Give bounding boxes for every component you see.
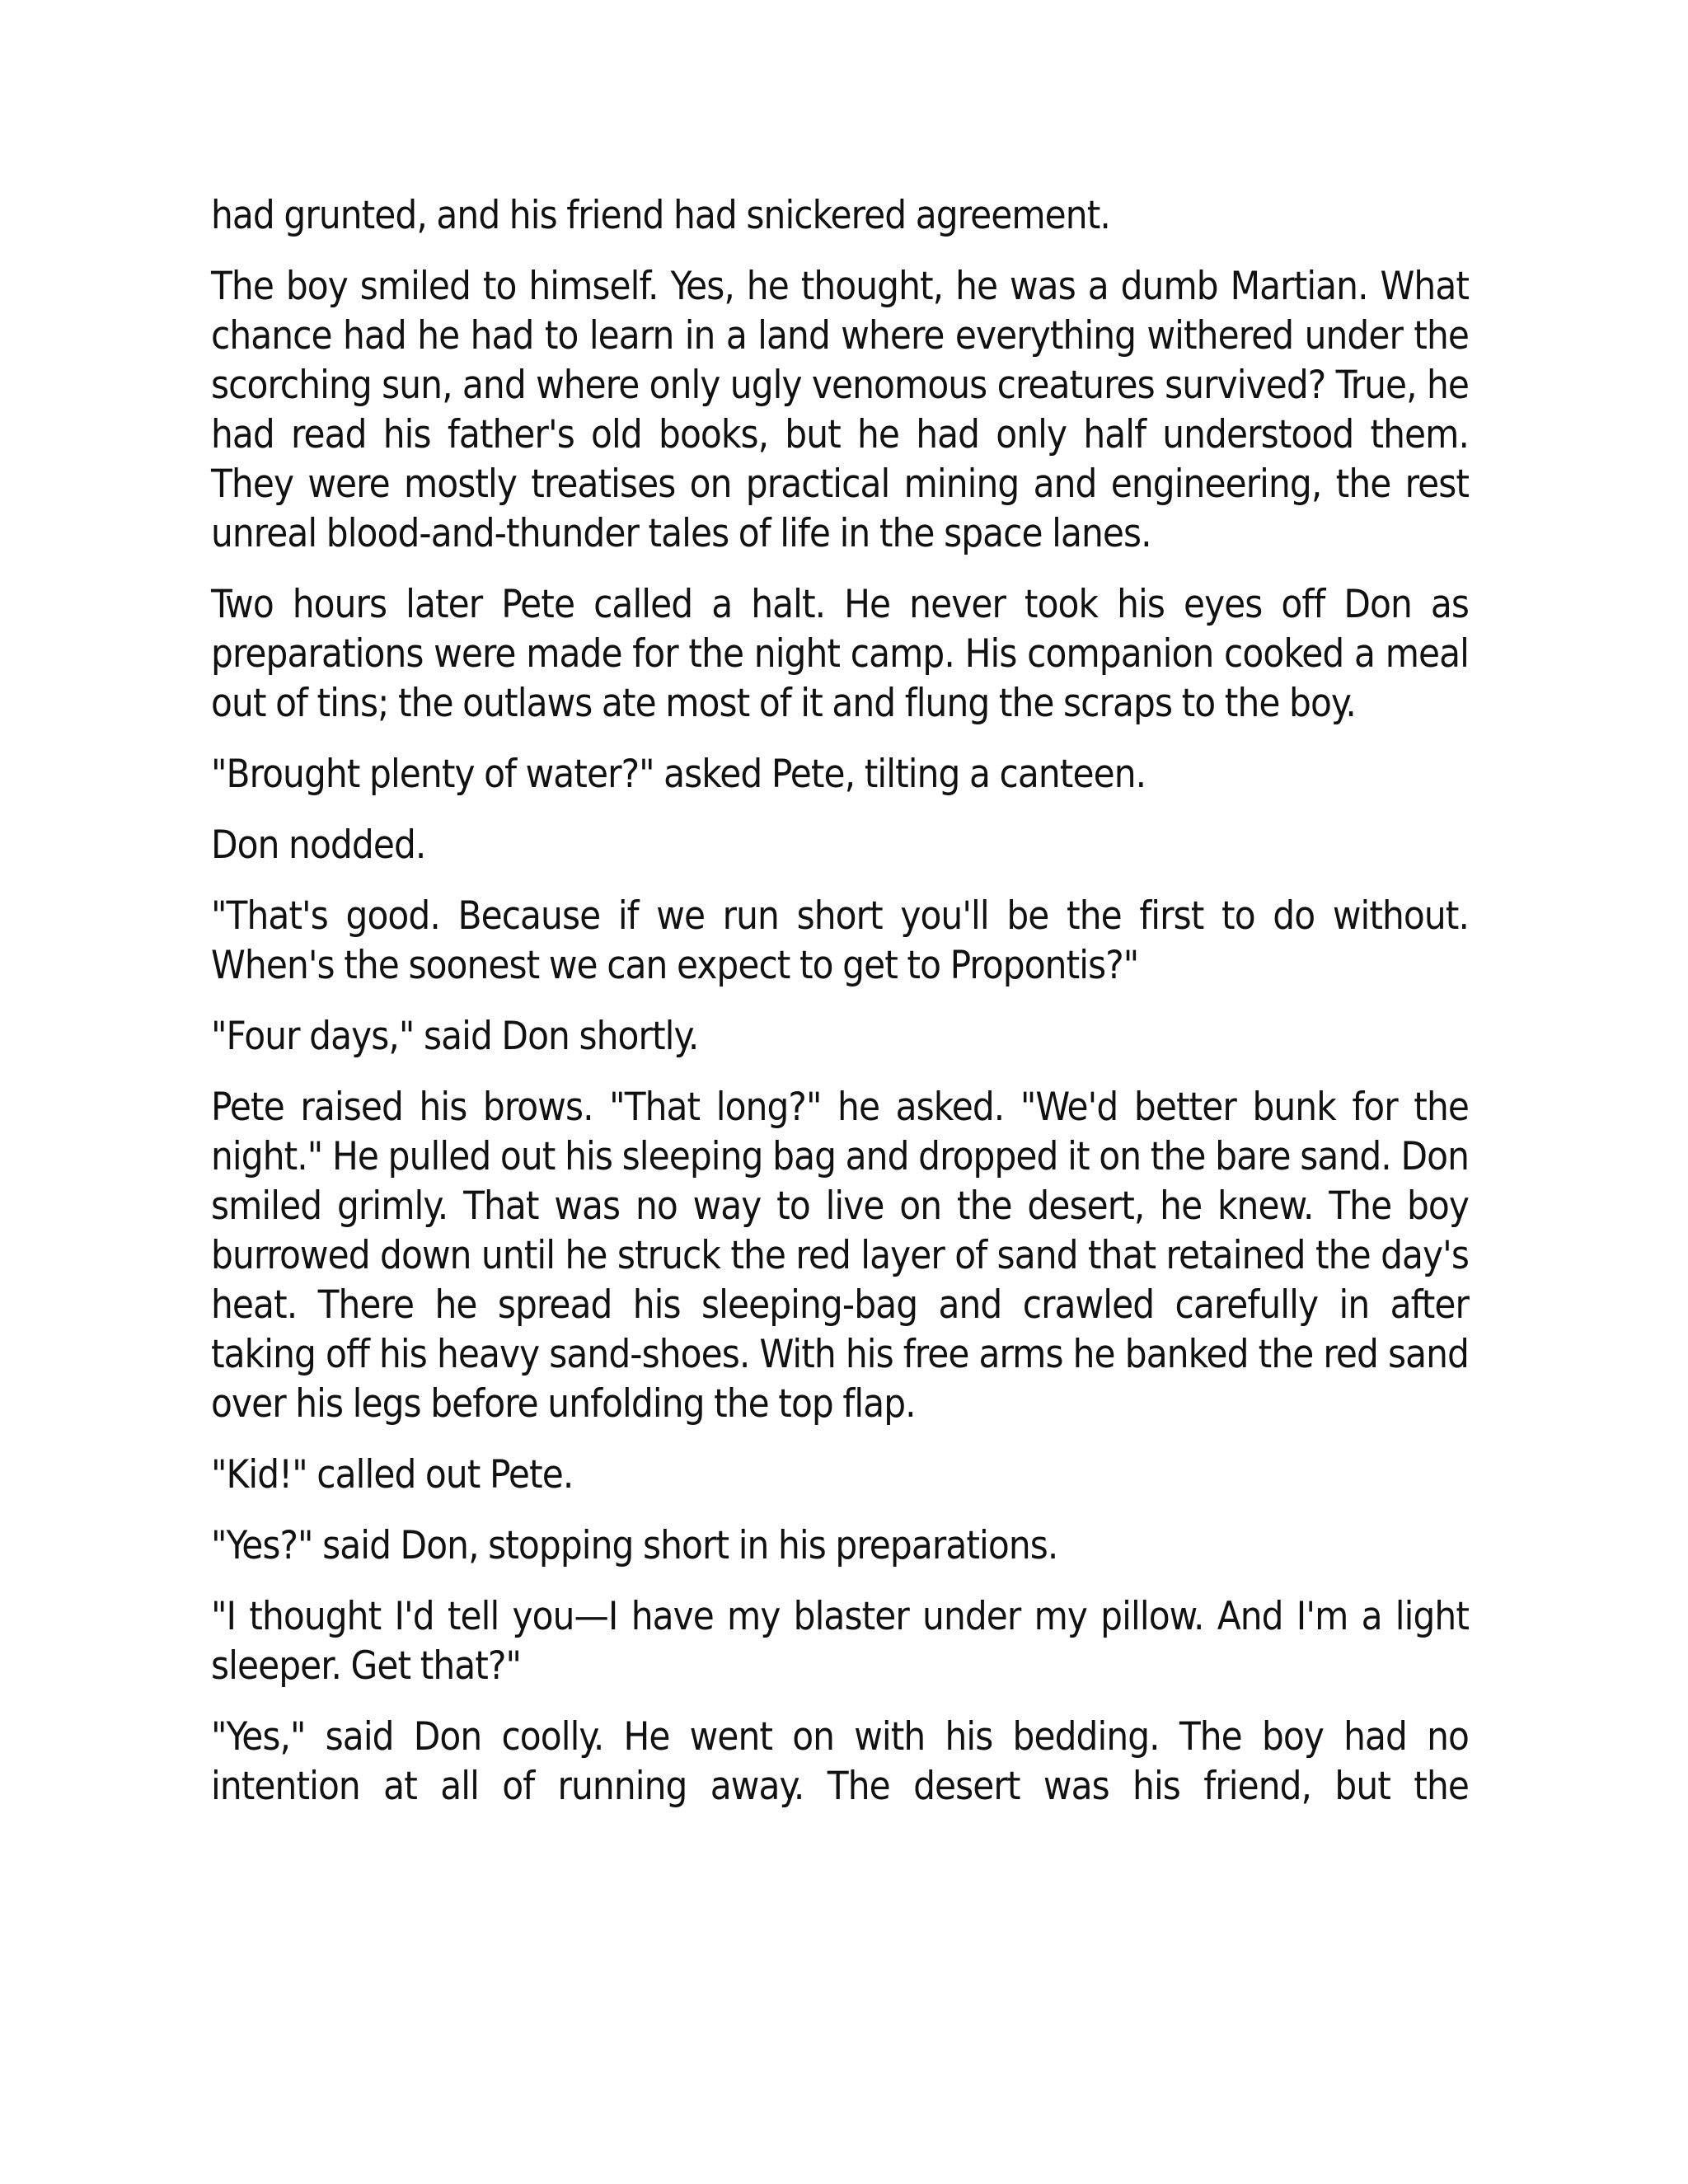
paragraph: "Four days," said Don shortly. <box>211 1014 699 1059</box>
paragraph: "Yes," said Don coolly. He went on with his bedding. The boy had no intention at all of running away. The desert was his friend, but the <box>211 1714 1469 1809</box>
paragraph: "Brought plenty of water?" asked Pete, tilting a canteen. <box>211 752 1146 797</box>
paragraph: "I thought I'd tell you—I have my blaster under my pillow. And I'm a light sleeper. Get that?" <box>211 1594 1469 1689</box>
page-body <box>211 191 1469 1833</box>
paragraph: Pete raised his brows. "That long?" he asked. "We'd better bunk for the night." He pulled out his sleeping bag and dropped it on the bare sand. Don smiled grimly. That was no way to live on the desert, he knew. The boy burrowed down until he struck the red layer of sand that retained the day's heat. There he spread his sleeping-bag and crawled carefully in after taking off his heavy sand-shoes. With his free arms he banked the red sand over his legs before unfolding the top flap. <box>211 1085 1469 1427</box>
paragraph: Don nodded. <box>211 823 426 868</box>
paragraph: The boy smiled to himself. Yes, he thought, he was a dumb Martian. What chance had he had to learn in a land where everything withered under the scorching sun, and where only ugly venomous creatures survived? True, he had read his father's old books, but he had only half understood them. They were mostly treatises on practical mining and engineering, the rest unreal blood-and-thunder tales of life in the space lanes. <box>211 264 1469 556</box>
paragraph: Two hours later Pete called a halt. He never took his eyes off Don as preparations were made for the night camp. His companion cooked a meal out of tins; the outlaws ate most of it and flung the scraps to the boy. <box>211 582 1469 726</box>
paragraph: "Kid!" called out Pete. <box>211 1452 574 1497</box>
paragraph: "That's good. Because if we run short you'll be the first to do without. When's the soonest we can expect to get to Propontis?" <box>211 893 1469 988</box>
paragraph: "Yes?" said Don, stopping short in his preparations. <box>211 1523 1058 1568</box>
paragraph: had grunted, and his friend had snickered agreement. <box>211 193 1110 238</box>
